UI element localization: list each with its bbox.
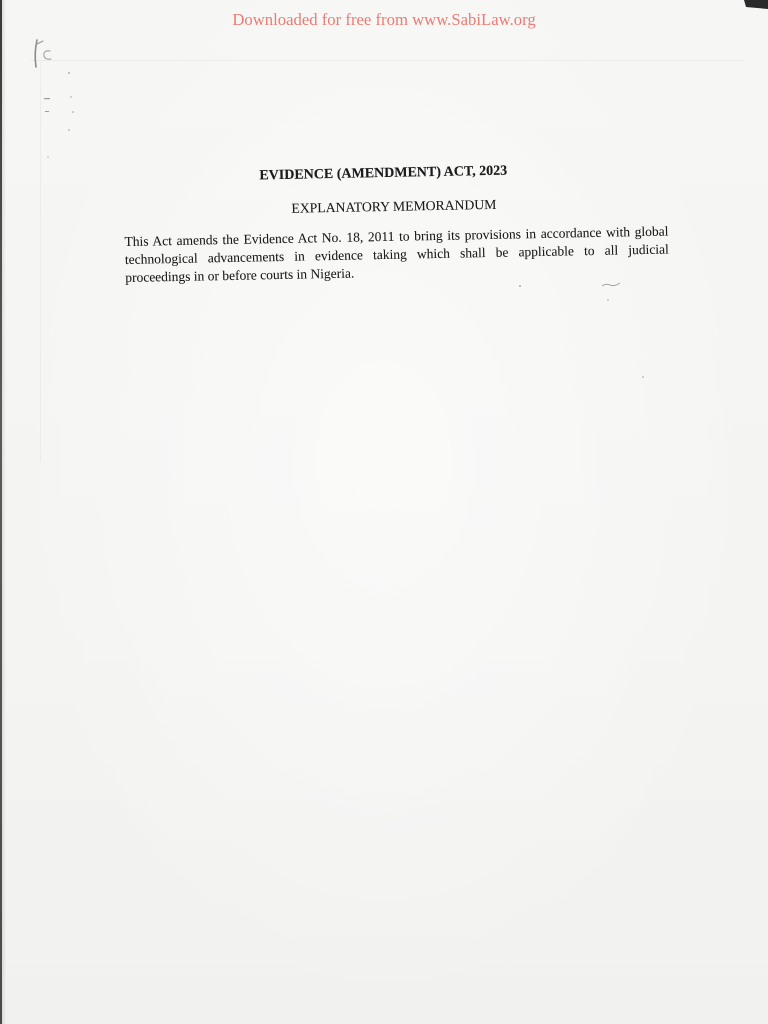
memorandum-line-3: proceedings in or before courts in Nigeria. [125, 265, 355, 285]
act-title: EVIDENCE (AMENDMENT) ACT, 2023 [259, 163, 508, 184]
memorandum-line-1: This Act amends the Evidence Act No. 18, 2011 to bring its provisions in accordance with global [124, 223, 669, 249]
memorandum-line-2: technological advancements in evidence taking which shall be applicable to all judicial [124, 241, 669, 267]
download-watermark: Downloaded for free from www.SabiLaw.org [232, 10, 536, 29]
memorandum-paragraph [124, 223, 669, 287]
memorandum-heading: EXPLANATORY MEMORANDUM [291, 196, 497, 216]
